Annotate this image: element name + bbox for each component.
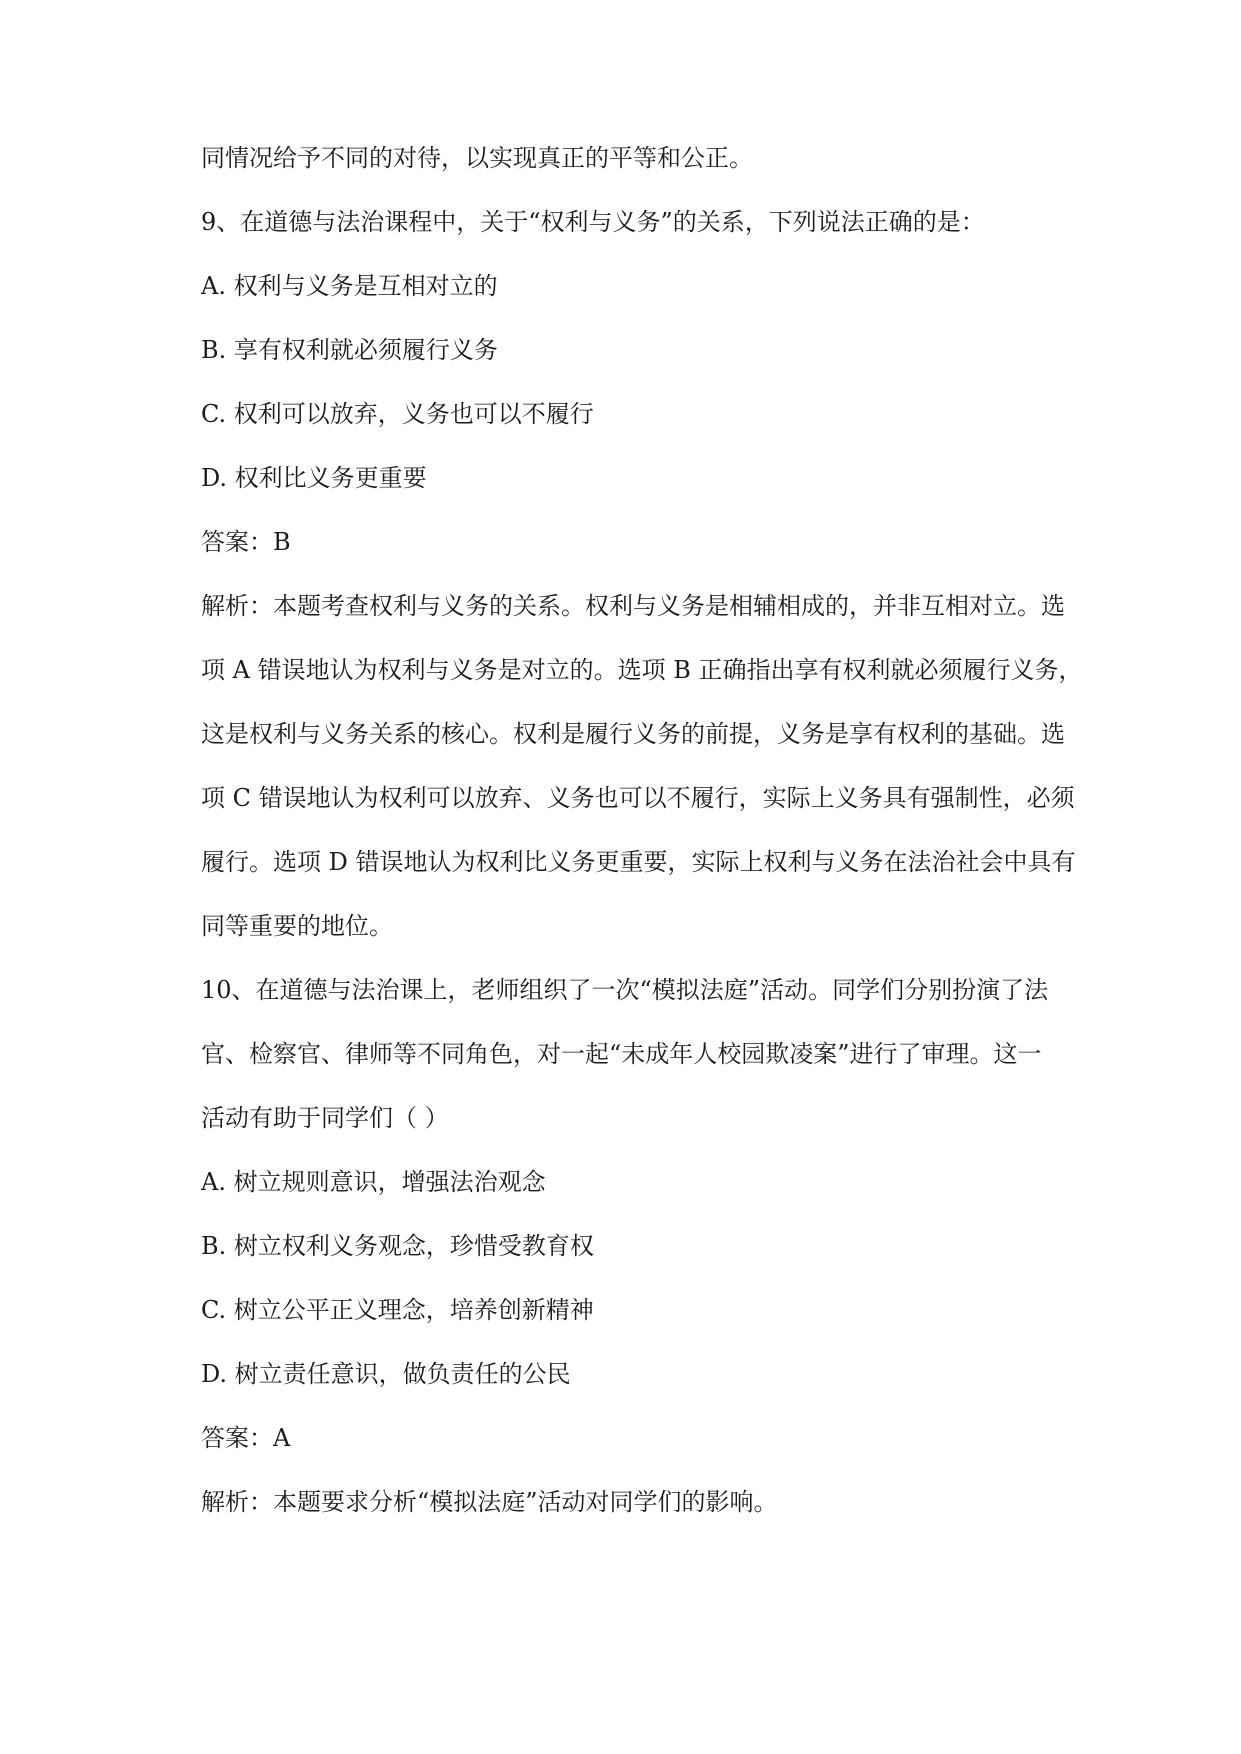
question-10-stem-line-3: 活动有助于同学们（ ） — [201, 1104, 449, 1132]
question-10-analysis-line-1: 解析：本题要求分析“模拟法庭”活动对同学们的影响。 — [201, 1488, 778, 1516]
question-10-stem-line-1: 10、在道德与法治课上，老师组织了一次“模拟法庭”活动。同学们分别扮演了法 — [201, 976, 1049, 1004]
question-10-answer: 答案：A — [201, 1424, 291, 1452]
question-10-option-b: B. 树立权利义务观念，珍惜受教育权 — [201, 1232, 594, 1260]
question-9-answer: 答案：B — [201, 528, 291, 556]
question-9-stem: 9、在道德与法治课程中，关于“权利与义务”的关系，下列说法正确的是： — [201, 208, 985, 236]
question-10-stem-line-2: 官、检察官、律师等不同角色，对一起“未成年人校园欺凌案”进行了审理。这一 — [201, 1040, 1042, 1068]
text-line-continuation: 同情况给予不同的对待，以实现真正的平等和公正。 — [201, 144, 753, 172]
question-10-option-d: D. 树立责任意识，做负责任的公民 — [201, 1360, 571, 1388]
question-9-option-b: B. 享有权利就必须履行义务 — [201, 336, 498, 364]
question-9-option-a: A. 权利与义务是互相对立的 — [201, 272, 498, 300]
question-10-option-a: A. 树立规则意识，增强法治观念 — [201, 1168, 546, 1196]
question-9-analysis-line-1: 解析：本题考查权利与义务的关系。权利与义务是相辅相成的，并非互相对立。选 — [201, 592, 1065, 620]
question-9-analysis-line-3: 这是权利与义务关系的核心。权利是履行义务的前提，义务是享有权利的基础。选 — [201, 720, 1065, 748]
question-10-option-c: C. 树立公平正义理念，培养创新精神 — [201, 1296, 594, 1324]
document-body — [201, 140, 1101, 1548]
question-9-option-c: C. 权利可以放弃，义务也可以不履行 — [201, 400, 594, 428]
question-9-option-d: D. 权利比义务更重要 — [201, 464, 427, 492]
question-9-analysis-line-2: 项 A 错误地认为权利与义务是对立的。选项 B 正确指出享有权利就必须履行义务， — [201, 656, 1083, 684]
question-9-analysis-line-5: 履行。选项 D 错误地认为权利比义务更重要，实际上权利与义务在法治社会中具有 — [201, 848, 1076, 876]
question-9-analysis-line-6: 同等重要的地位。 — [201, 912, 393, 940]
question-9-analysis-line-4: 项 C 错误地认为权利可以放弃、义务也可以不履行，实际上义务具有强制性，必须 — [201, 784, 1075, 812]
